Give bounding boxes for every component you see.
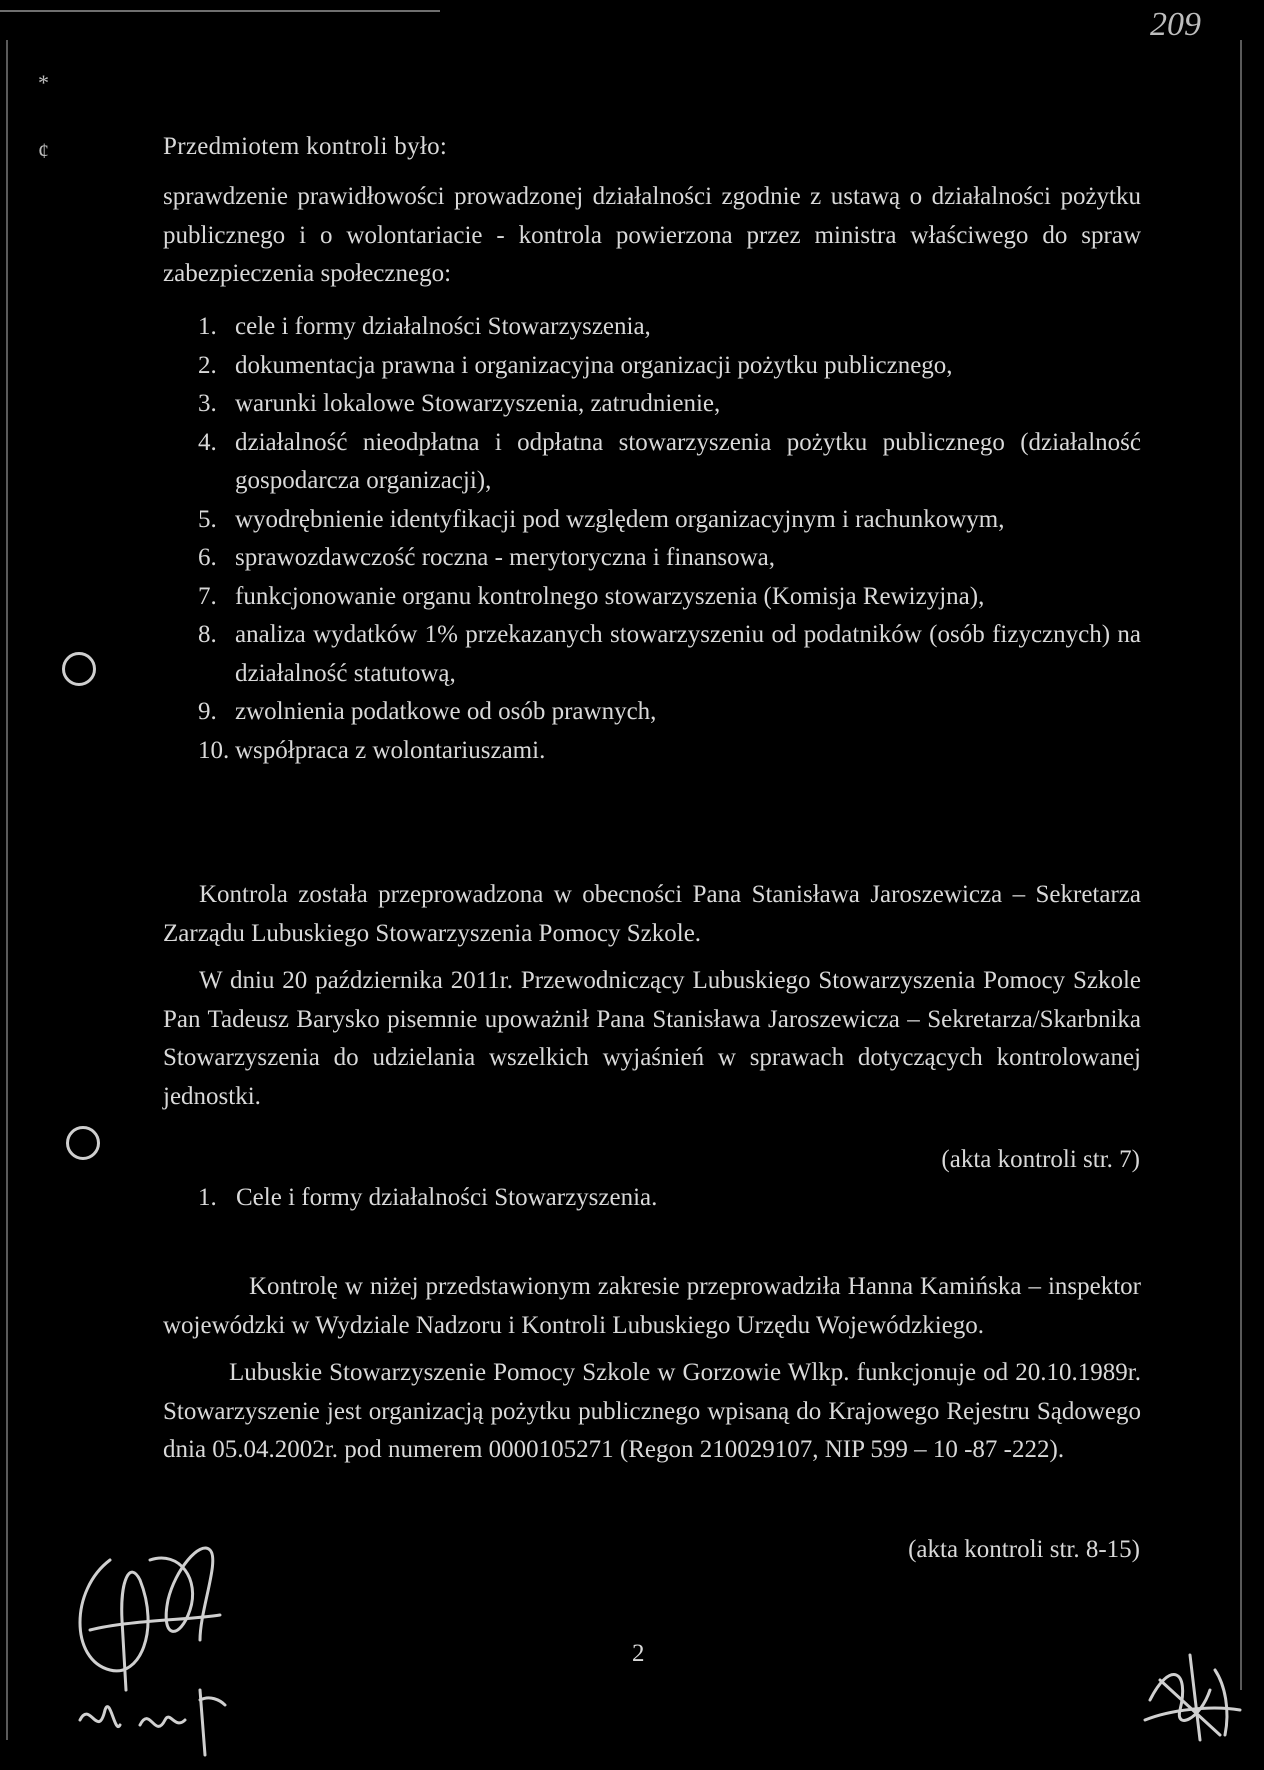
signature-right-icon <box>1130 1640 1250 1750</box>
corner-page-number: 209 <box>1150 6 1201 43</box>
presence-paragraph: Kontrola została przeprowadzona w obecności Pana Stanisława Jaroszewicza – Sekretarza Zarządu Lubuskiego Stowarzyszenia Pomocy Szkole. <box>163 881 1141 947</box>
signature-left-icon <box>50 1520 290 1760</box>
list-item: 2. dokumentacja prawna i organizacyjna organizacji pożytku publicznego, <box>198 351 953 379</box>
section-heading: 1. Cele i formy działalności Stowarzyszenia. <box>198 1184 658 1211</box>
reference-note: (akta kontroli str. 8-15) <box>908 1536 1140 1563</box>
punch-hole-icon <box>66 1126 100 1160</box>
inspector-paragraph: Kontrolę w niżej przedstawionym zakresie przeprowadziła Hanna Kamińska – inspektor wojewódzki w Wydziale Nadzoru i Kontroli Lubuskiego Urzędu Wojewódzkiego. <box>163 1273 1141 1339</box>
list-item: 6. sprawozdawczość roczna - merytoryczna i finansowa, <box>198 544 776 571</box>
list-item: 5. wyodrębnienie identyfikacji pod względem organizacyjnym i rachunkowym, <box>198 505 1005 533</box>
reference-note: (akta kontroli str. 7) <box>941 1146 1140 1173</box>
association-paragraph: Lubuskie Stowarzyszenie Pomocy Szkole w Gorzowie Wlkp. funkcjonuje od 20.10.1989r. Stowarzyszenie jest organizacją pożytku publicznego wpisaną do Krajowego Rejestru Sądowego dnia 05.04.2002r. pod numerem 0000105271 (Regon 210029107, NIP 599 – 10 -87 -222). <box>163 1359 1141 1463</box>
page-number: 2 <box>632 1640 645 1667</box>
list-item: 10. współpraca z wolontariuszami. <box>198 736 546 764</box>
control-scope-list <box>163 308 1141 770</box>
scan-right-edge <box>1240 40 1242 1690</box>
punch-hole-icon <box>62 652 96 686</box>
scan-left-edge <box>6 40 8 1740</box>
list-item: 7. funkcjonowanie organu kontrolnego stowarzyszenia (Komisja Rewizyjna), <box>198 582 985 610</box>
heading: Przedmiotem kontroli było: <box>163 133 448 160</box>
list-item: 4. działalność nieodpłatna i odpłatna stowarzyszenia pożytku publicznego (działalność gospodarcza organizacji), <box>198 428 1141 494</box>
list-item: 9. zwolnienia podatkowe od osób prawnych, <box>198 698 657 725</box>
scan-mark: ¢ <box>38 138 49 163</box>
list-item: 8. analiza wydatków 1% przekazanych stowarzyszeniu od podatników (osób fizycznych) na działalność statutową, <box>198 621 1141 687</box>
list-item: 1. cele i formy działalności Stowarzyszenia, <box>198 313 651 340</box>
authorization-paragraph: W dniu 20 października 2011r. Przewodniczący Lubuskiego Stowarzyszenia Pomocy Szkole Pan Tadeusz Barysko pisemnie upoważnił Pana Stanisława Jaroszewicza – Sekretarza/Skarbnika Stowarzyszenia do udzielania wszelkich wyjaśnień w sprawach dotyczących kontrolowanej jednostki. <box>163 967 1141 1110</box>
intro-paragraph: sprawdzenie prawidłowości prowadzonej działalności zgodnie z ustawą o działalności pożytku publicznego i o wolontariacie - kontrola powierzona przez ministra właściwego do spraw zabezpieczenia społecznego: <box>163 183 1141 287</box>
scan-mark: * <box>38 70 49 95</box>
scan-top-rule <box>0 10 440 12</box>
list-item: 3. warunki lokalowe Stowarzyszenia, zatrudnienie, <box>198 390 721 417</box>
